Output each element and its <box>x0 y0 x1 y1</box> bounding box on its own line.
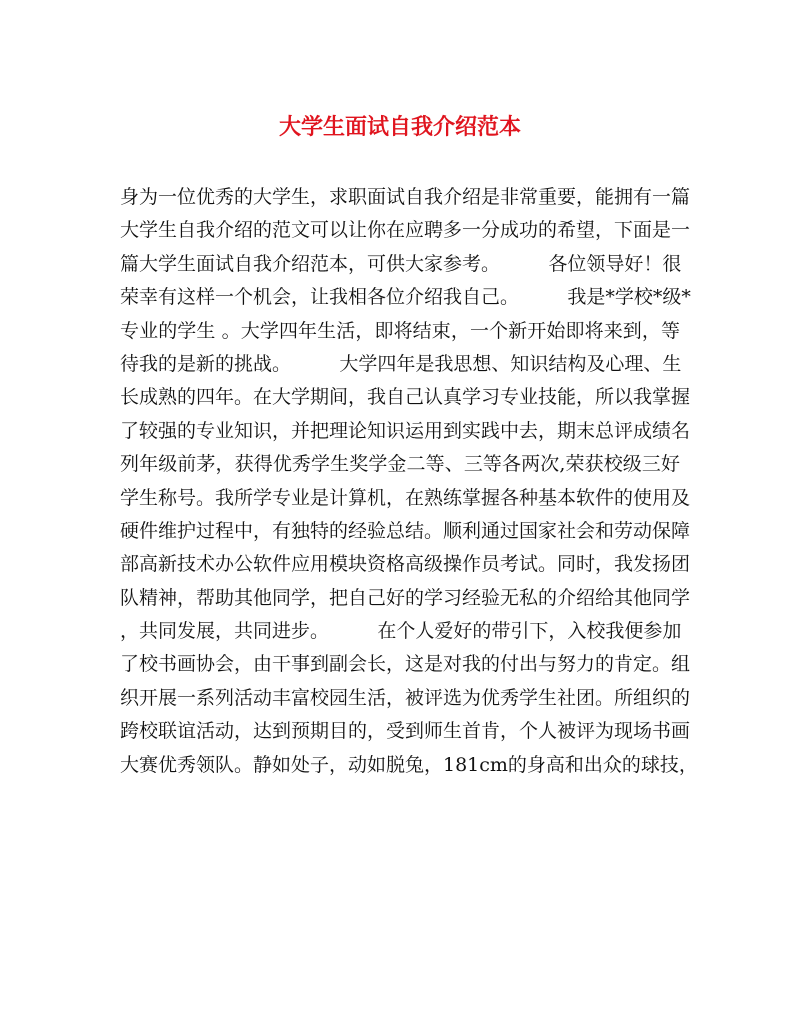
body-line: 身为一位优秀的大学生，求职面试自我介绍是非常重要，能拥有一篇 <box>120 186 691 208</box>
body-line: 了校书画协会，由干事到副会长，这是对我的付出与努力的肯定。组 <box>120 653 691 676</box>
body-line: ，共同发展，共同进步。 在个人爱好的带引下，入校我便参加 <box>120 620 682 643</box>
document-title: 大学生面试自我介绍范本 <box>278 114 521 140</box>
body-line: 荣幸有这样一个机会，让我相各位介绍我自己。 我是*学校*级* <box>120 286 691 309</box>
body-line: 长成熟的四年。在大学期间，我自己认真学习专业技能，所以我掌握 <box>120 386 691 409</box>
body-line: 篇大学生面试自我介绍范本，可供大家参考。 各位领导好！很 <box>120 252 682 275</box>
body-line: 跨校联谊活动，达到预期目的，受到师生首肯，个人被评为现场书画 <box>120 720 691 743</box>
body-line: 大学生自我介绍的范文可以让你在应聘多一分成功的希望，下面是一 <box>120 219 691 242</box>
body-line: 队精神，帮助其他同学，把自己好的学习经验无私的介绍给其他同学 <box>120 586 691 609</box>
document-body <box>120 181 698 782</box>
body-line: 专业的学生 。大学四年生活，即将结束，一个新开始即将来到，等 <box>120 319 680 342</box>
body-line: 列年级前茅，获得优秀学生奖学金二等、三等各两次,荣获校级三好 <box>120 453 680 476</box>
body-line: 大赛优秀领队。静如处子，动如脱兔，181cm的身高和出众的球技， <box>120 753 698 776</box>
body-line: 学生称号。我所学专业是计算机，在熟练掌握各种基本软件的使用及 <box>120 486 691 509</box>
body-line: 了较强的专业知识，并把理论知识运用到实践中去，期末总评成绩名 <box>120 419 691 442</box>
body-line: 硬件维护过程中，有独特的经验总结。顺利通过国家社会和劳动保障 <box>120 519 691 542</box>
body-line: 部高新技术办公软件应用模块资格高级操作员考试。同时，我发扬团 <box>120 553 691 576</box>
body-line: 待我的是新的挑战。 大学四年是我思想、知识结构及心理、生 <box>120 352 682 375</box>
body-line: 织开展一系列活动丰富校园生活，被评选为优秀学生社团。所组织的 <box>120 686 691 709</box>
